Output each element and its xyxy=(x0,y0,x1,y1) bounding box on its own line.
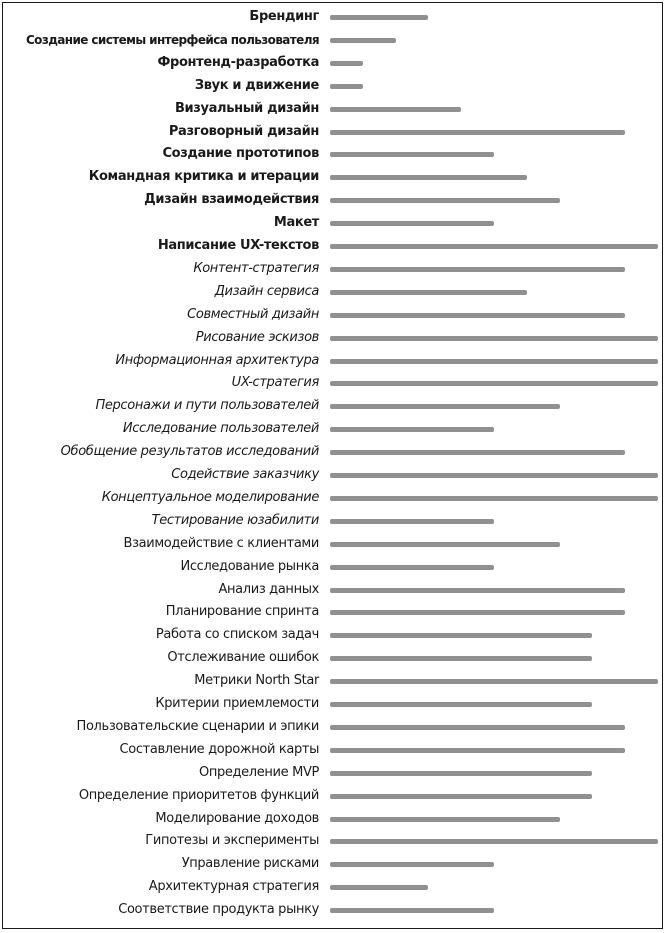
bar xyxy=(330,15,428,20)
category-label: Звук и движение xyxy=(194,77,319,93)
bar xyxy=(330,862,494,867)
bar xyxy=(330,817,560,822)
bar xyxy=(330,473,658,478)
bar xyxy=(330,702,592,707)
bar xyxy=(330,198,560,203)
bar xyxy=(330,610,625,615)
category-label: Командная критика и итерации xyxy=(88,169,319,185)
category-label: UX-стратегия xyxy=(231,375,319,391)
bar xyxy=(330,748,625,753)
category-label: Исследование пользователей xyxy=(122,421,319,437)
bar xyxy=(330,152,494,157)
category-label: Определение приоритетов функций xyxy=(78,787,319,803)
bar xyxy=(330,175,527,180)
category-label: Информационная архитектура xyxy=(115,352,319,368)
bar xyxy=(330,496,658,501)
category-label: Обобщение результатов исследований xyxy=(60,444,319,460)
bar xyxy=(330,839,658,844)
category-label: Рисование эскизов xyxy=(195,329,319,345)
bar xyxy=(330,404,560,409)
category-label: Метрики North Star xyxy=(194,673,319,689)
category-label: Исследование рынка xyxy=(180,558,319,574)
bar xyxy=(330,359,658,364)
category-label: Соответствие продукта рынку xyxy=(118,902,319,918)
bar xyxy=(330,38,396,43)
category-label: Визуальный дизайн xyxy=(174,100,319,116)
category-label: Гипотезы и эксперименты xyxy=(145,833,319,849)
category-label: Написание UX-текстов xyxy=(157,238,319,253)
category-label: Разговорный дизайн xyxy=(168,123,319,139)
category-label: Создание прототипов xyxy=(162,146,319,162)
category-label: Создание системы интерфейса пользователя xyxy=(25,32,319,47)
bar xyxy=(330,588,625,593)
category-label: Управление рисками xyxy=(181,856,319,872)
bar xyxy=(330,725,625,730)
category-label: Брендинг xyxy=(249,9,319,24)
bar xyxy=(330,656,592,661)
bar xyxy=(330,313,625,318)
bar xyxy=(330,290,527,295)
category-label: Критерии приемлемости xyxy=(155,696,319,711)
bar xyxy=(330,381,658,386)
bar xyxy=(330,885,428,890)
category-label: Архитектурная стратегия xyxy=(148,879,319,895)
category-label: Определение MVP xyxy=(198,764,319,780)
bar xyxy=(330,679,658,684)
category-label: Моделирование доходов xyxy=(155,810,319,826)
bar xyxy=(330,633,592,638)
bar xyxy=(330,61,363,66)
bar xyxy=(330,336,658,341)
bar xyxy=(330,244,658,249)
category-label: Составление дорожной карты xyxy=(119,741,319,757)
bar xyxy=(330,908,494,913)
bar xyxy=(330,771,592,776)
bar xyxy=(330,107,461,112)
category-label: Дизайн взаимодействия xyxy=(144,192,319,208)
category-label: Макет xyxy=(273,215,319,231)
bar xyxy=(330,542,560,547)
category-label: Дизайн сервиса xyxy=(214,283,319,299)
bar xyxy=(330,450,625,455)
category-label: Концептуальное моделирование xyxy=(101,489,319,505)
category-label: Анализ данных xyxy=(218,581,319,597)
category-label: Взаимодействие с клиентами xyxy=(123,535,319,551)
category-label: Работа со списком задач xyxy=(155,627,319,643)
bar xyxy=(330,427,494,432)
category-label: Контент-стратегия xyxy=(193,260,319,276)
category-label: Содействие заказчику xyxy=(171,467,319,482)
bar xyxy=(330,794,592,799)
category-label: Планирование спринта xyxy=(165,604,319,620)
bar xyxy=(330,565,494,570)
bar xyxy=(330,221,494,226)
bar xyxy=(330,130,625,135)
bar xyxy=(330,84,363,89)
category-label: Совместный дизайн xyxy=(187,306,319,322)
category-label: Пользовательские сценарии и эпики xyxy=(76,718,319,734)
category-label: Тестирование юзабилити xyxy=(151,512,319,528)
category-label: Отслеживание ошибок xyxy=(167,650,319,666)
bar xyxy=(330,267,625,272)
bar xyxy=(330,519,494,524)
category-label: Фронтенд-разработка xyxy=(157,54,319,70)
category-label: Персонажи и пути пользователей xyxy=(95,398,319,414)
